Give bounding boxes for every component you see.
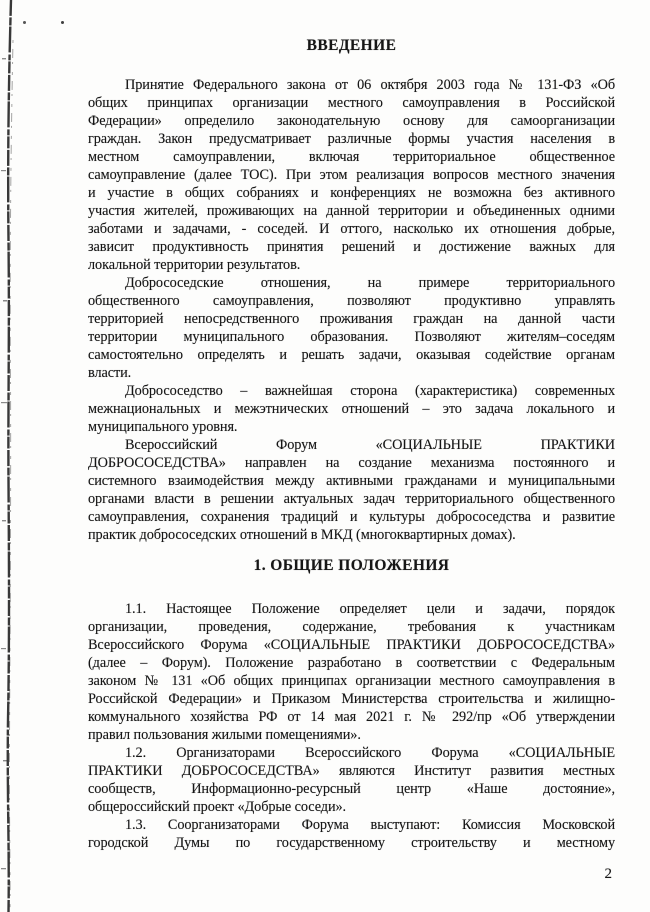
text-line: 1.2. Организаторами Всероссийского Форума «СОЦИАЛЬНЫЕ: [125, 745, 615, 761]
section-heading: ВВЕДЕНИЕ: [306, 37, 397, 54]
scan-speck: [61, 21, 64, 24]
text-line: Федерации» определило законодательную основу для самоорганизации: [88, 113, 615, 129]
paragraph: [88, 274, 615, 382]
text-line: органами власти в решении актуальных задач территориального общественного: [88, 491, 615, 507]
text-line: Добрососедство – важнейшая сторона (характеристика) современных: [125, 383, 615, 399]
paragraph: [88, 816, 615, 852]
paragraph: [88, 436, 615, 544]
text-line: зависит продуктивность принятия решений и достижение важных для: [88, 239, 615, 255]
text-line: коммунального хозяйства РФ от 14 мая 2021 г. № 292/пр «Об утверждении: [88, 709, 615, 725]
scan-binding-line: [0, 0, 40, 912]
scan-speck: [23, 21, 26, 24]
text-line: участия жителей, проживающих на данной территории и объединенных одними: [88, 203, 615, 219]
paragraph: [88, 76, 615, 274]
text-line: ДОБРОСОСЕДСТВА» направлен на создание механизма постоянного и: [88, 455, 615, 471]
text-line: 1.1. Настоящее Положение определяет цели и задачи, порядок: [125, 601, 615, 617]
text-line: Всероссийский Форум «СОЦИАЛЬНЫЕ ПРАКТИКИ: [125, 437, 615, 453]
text-line: и участие в общих собраниях и конференциях не возможна без активного: [88, 185, 615, 201]
text-line: Добрососедские отношения, на примере территориального: [125, 275, 615, 291]
text-line: общероссийский проект «Добрые соседи».: [88, 799, 347, 815]
paragraph: [88, 382, 615, 436]
text-line: межнациональных и межэтнических отношений – это задача локального и: [88, 401, 615, 417]
text-line: общественного самоуправления, позволяют продуктивно управлять: [88, 293, 615, 309]
text-line: общих принципах организации местного самоуправления в Российской: [88, 95, 615, 111]
text-line: заботами и задачами, - соседей. И оттого, насколько их отношения добрые,: [88, 221, 615, 237]
text-line: организации, проведения, содержание, требования к участникам: [88, 619, 615, 635]
paragraph: [88, 744, 615, 816]
section-heading: 1. ОБЩИЕ ПОЛОЖЕНИЯ: [253, 557, 450, 574]
page-number: 2: [604, 866, 612, 882]
text-line: самоуправления, сохранения традиций и культуры добрососедства и развитие: [88, 509, 615, 525]
text-line: самостоятельно определять и решать задачи, оказывая содействие органам: [88, 347, 615, 363]
text-line: 1.3. Соорганизаторами Форума выступают: Комиссия Московской: [125, 817, 615, 833]
text-line: граждан. Закон предусматривает различные формы участия населения в: [88, 131, 615, 147]
text-line: системного взаимодействия между активными гражданами и муниципальными: [88, 473, 615, 489]
text-line: законом № 131 «Об общих принципах организации местного самоуправления в: [88, 673, 615, 689]
text-line: самоуправление (далее ТОС). При этом реализация вопросов местного значения: [88, 167, 615, 183]
text-line: локальной территории результатов.: [88, 257, 301, 273]
text-line: местном самоуправлении, включая территориальное общественное: [88, 149, 615, 165]
text-line: власти.: [88, 365, 132, 381]
text-line: (далее – Форум). Положение разработано в соответствии с Федеральным: [88, 655, 615, 671]
text-line: правил пользования жилыми помещениями».: [88, 727, 361, 743]
text-line: городской Думы по государственному строительству и местному: [88, 835, 615, 851]
text-line: ПРАКТИКИ ДОБРОСОСЕДСТВА» являются Институт развития местных: [88, 763, 615, 779]
text-line: территории муниципального образования. Позволяют жителям–соседям: [88, 329, 615, 345]
text-line: Всероссийского Форума «СОЦИАЛЬНЫЕ ПРАКТИКИ ДОБРОСОСЕДСТВА»: [88, 637, 615, 653]
text-line: Российской Федерации» и Приказом Министерства строительства и жилищно-: [88, 691, 615, 707]
document-body: [88, 36, 615, 852]
text-line: муниципального уровня.: [88, 419, 238, 435]
text-line: практик добрососедских отношений в МКД (многоквартирных домах).: [88, 527, 516, 543]
paragraph: [88, 600, 615, 744]
text-line: территорией непосредственного проживания граждан на данной части: [88, 311, 615, 327]
text-line: сообществ, Информационно-ресурсный центр «Наше достояние»,: [88, 781, 615, 797]
text-line: Принятие Федерального закона от 06 октября 2003 года № 131-ФЗ «Об: [125, 77, 615, 93]
